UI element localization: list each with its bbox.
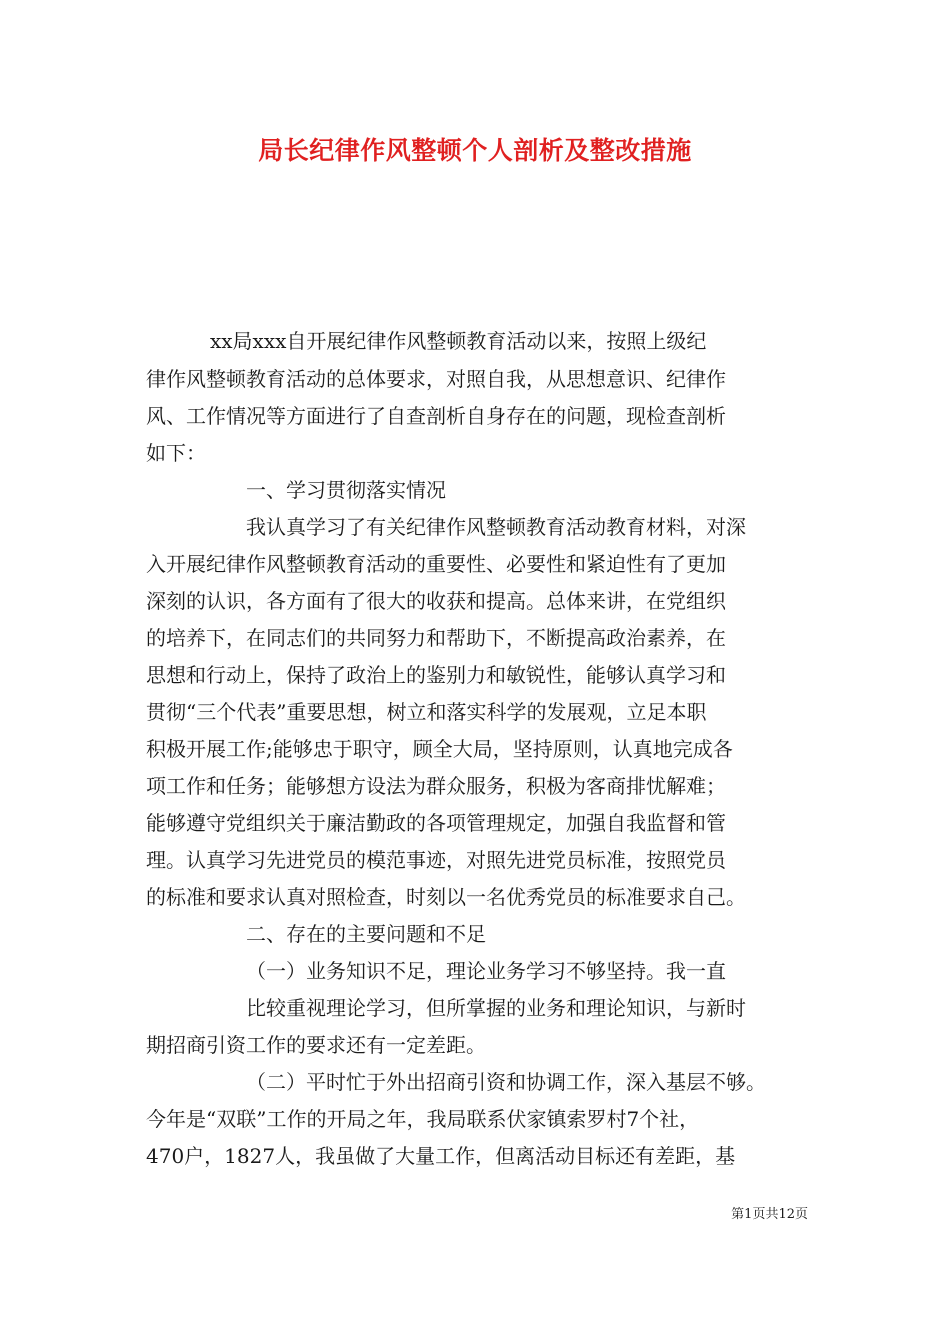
paragraph-line: （二）平时忙于外出招商引资和协调工作，深入基层不够。 [246, 1070, 766, 1094]
paragraph-line: 能够遵守党组织关于廉洁勤政的各项管理规定，加强自我监督和管 [146, 811, 726, 835]
paragraph-line: 期招商引资工作的要求还有一定差距。 [146, 1033, 486, 1057]
paragraph-line: （一）业务知识不足，理论业务学习不够坚持。我一直 [246, 959, 726, 983]
section-heading: 二、存在的主要问题和不足 [246, 922, 486, 946]
paragraph-line: 思想和行动上，保持了政治上的鉴别力和敏锐性，能够认真学习和 [146, 663, 726, 687]
page-number: 第1页共12页 [731, 1207, 808, 1222]
paragraph-line: 贯彻“三个代表”重要思想，树立和落实科学的发展观，立足本职 [146, 700, 707, 724]
paragraph-line: 项工作和任务；能够想方设法为群众服务，积极为客商排忧解难； [146, 774, 726, 798]
paragraph-line: 律作风整顿教育活动的总体要求，对照自我，从思想意识、纪律作 [146, 367, 726, 391]
paragraph-line: 的培养下，在同志们的共同努力和帮助下，不断提高政治素养，在 [146, 626, 726, 650]
paragraph-line: 的标准和要求认真对照检查，时刻以一名优秀党员的标准要求自己。 [146, 885, 746, 909]
paragraph-line: 比较重视理论学习，但所掌握的业务和理论知识，与新时 [246, 996, 746, 1020]
paragraph-line: 理。认真学习先进党员的模范事迹，对照先进党员标准，按照党员 [146, 848, 726, 872]
paragraph-line: xx局xxx自开展纪律作风整顿教育活动以来，按照上级纪 [210, 329, 707, 353]
paragraph-line: 风、工作情况等方面进行了自查剖析自身存在的问题，现检查剖析 [146, 404, 726, 428]
paragraph-line: 我认真学习了有关纪律作风整顿教育活动教育材料，对深 [246, 515, 746, 539]
paragraph-line: 今年是“双联”工作的开局之年，我局联系伏家镇索罗村7个社， [146, 1107, 700, 1131]
paragraph-line: 470户，1827人，我虽做了大量工作，但离活动目标还有差距，基 [146, 1144, 736, 1168]
page-title: 局长纪律作风整顿个人剖析及整改措施 [258, 136, 692, 165]
section-heading: 一、学习贯彻落实情况 [246, 478, 446, 502]
paragraph-line: 入开展纪律作风整顿教育活动的重要性、必要性和紧迫性有了更加 [146, 552, 726, 576]
paragraph-line: 如下： [146, 441, 206, 465]
paragraph-line: 深刻的认识，各方面有了很大的收获和提高。总体来讲，在党组织 [146, 589, 726, 613]
paragraph-line: 积极开展工作;能够忠于职守，顾全大局，坚持原则，认真地完成各 [146, 737, 733, 761]
